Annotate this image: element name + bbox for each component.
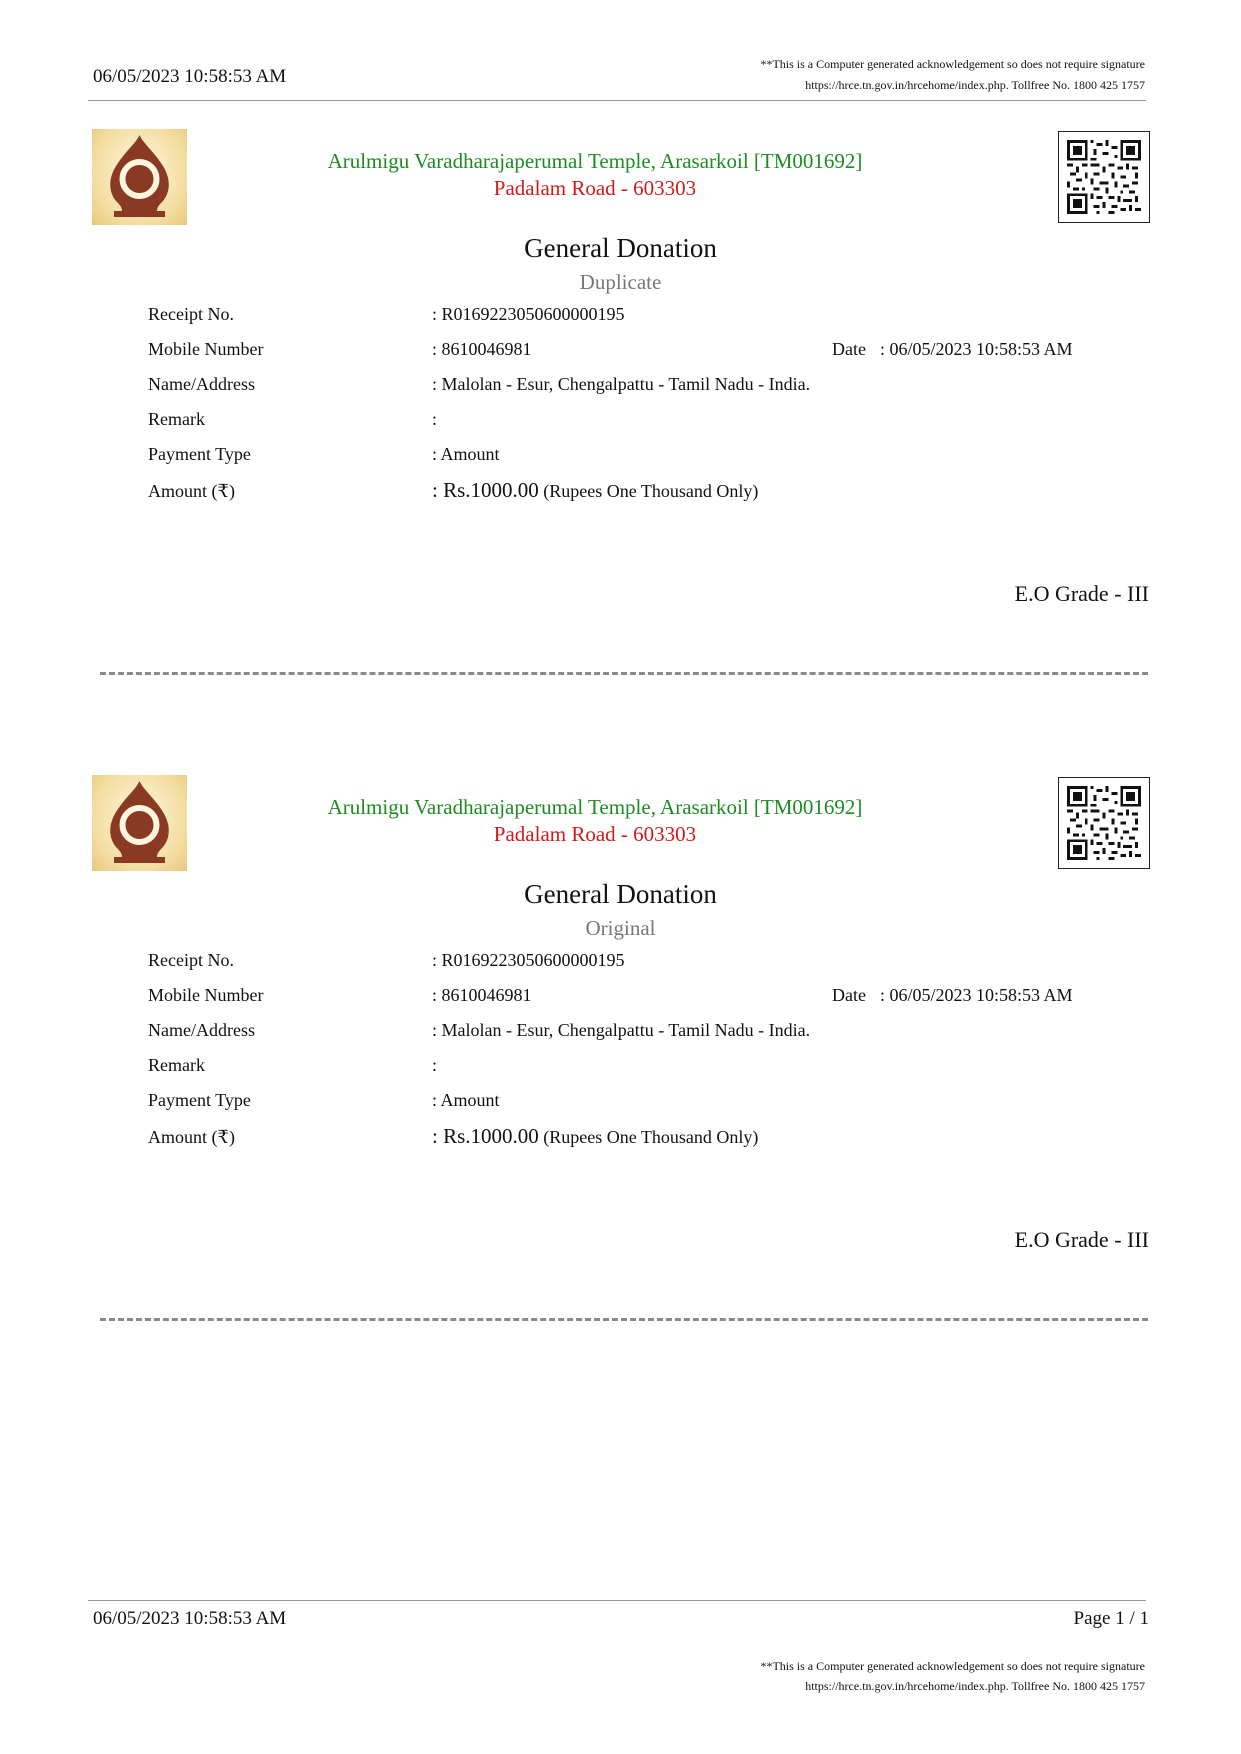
remark-value: : xyxy=(432,409,438,429)
receipt-no-value: : R0169223050600000195 xyxy=(432,304,625,324)
qr-code-icon xyxy=(1058,777,1150,869)
signatory-label: E.O Grade - III xyxy=(1014,581,1149,606)
temple-name: Arulmigu Varadharajaperumal Temple, Arasarkoil [TM001692] xyxy=(327,149,863,173)
header-divider xyxy=(88,100,1146,101)
amount-label: Amount (₹) xyxy=(148,1127,235,1147)
receipt-title: General Donation xyxy=(524,233,717,263)
receipt-no-label: Receipt No. xyxy=(148,950,234,970)
receipt-duplicate xyxy=(0,129,1241,689)
amount-label: Amount (₹) xyxy=(148,481,235,501)
copy-type-label: Duplicate xyxy=(579,270,662,294)
footer-datetime: 06/05/2023 10:58:53 AM xyxy=(93,1608,287,1629)
cut-line xyxy=(100,1318,1148,1321)
amount-value: : Rs.1000.00 xyxy=(432,1124,539,1148)
amount-line xyxy=(432,478,758,503)
receipt-title: General Donation xyxy=(524,879,717,909)
name-address-value: : Malolan - Esur, Chengalpattu - Tamil Nadu - India. xyxy=(432,374,811,394)
date-label: Date xyxy=(832,985,866,1005)
remark-value: : xyxy=(432,1055,438,1075)
temple-address: Padalam Road - 603303 xyxy=(493,822,697,846)
mobile-label: Mobile Number xyxy=(148,985,264,1005)
mobile-value: : 8610046981 xyxy=(432,339,532,359)
header-datetime: 06/05/2023 10:58:53 AM xyxy=(93,66,287,87)
temple-address: Padalam Road - 603303 xyxy=(493,176,697,200)
payment-type-label: Payment Type xyxy=(148,1090,251,1110)
payment-type-label: Payment Type xyxy=(148,444,251,464)
cut-line xyxy=(100,672,1148,675)
remark-label: Remark xyxy=(148,409,205,429)
date-value: : 06/05/2023 10:58:53 AM xyxy=(880,339,1073,359)
amount-in-words: (Rupees One Thousand Only) xyxy=(543,1127,759,1147)
name-address-label: Name/Address xyxy=(148,1020,255,1040)
temple-name: Arulmigu Varadharajaperumal Temple, Arasarkoil [TM001692] xyxy=(327,795,863,819)
remark-label: Remark xyxy=(148,1055,205,1075)
name-address-value: : Malolan - Esur, Chengalpattu - Tamil Nadu - India. xyxy=(432,1020,811,1040)
footer-contact-note: https://hrce.tn.gov.in/hrcehome/index.php. Tollfree No. 1800 425 1757 xyxy=(805,1679,1145,1693)
footer-divider xyxy=(88,1600,1146,1601)
payment-type-value: : Amount xyxy=(432,1090,500,1110)
header-contact-note: https://hrce.tn.gov.in/hrcehome/index.php. Tollfree No. 1800 425 1757 xyxy=(805,78,1145,92)
amount-value: : Rs.1000.00 xyxy=(432,478,539,502)
receipt-no-label: Receipt No. xyxy=(148,304,234,324)
header-signature-note: **This is a Computer generated acknowledgement so does not require signature xyxy=(760,57,1145,71)
amount-in-words: (Rupees One Thousand Only) xyxy=(543,481,759,501)
footer-signature-note: **This is a Computer generated acknowledgement so does not require signature xyxy=(760,1659,1145,1673)
date-label: Date xyxy=(832,339,866,359)
qr-code-icon xyxy=(1058,131,1150,223)
page-number: Page 1 / 1 xyxy=(1073,1608,1149,1629)
mobile-label: Mobile Number xyxy=(148,339,264,359)
name-address-label: Name/Address xyxy=(148,374,255,394)
copy-type-label: Original xyxy=(585,916,656,940)
payment-type-value: : Amount xyxy=(432,444,500,464)
signatory-label: E.O Grade - III xyxy=(1014,1227,1149,1252)
receipt-no-value: : R0169223050600000195 xyxy=(432,950,625,970)
date-value: : 06/05/2023 10:58:53 AM xyxy=(880,985,1073,1005)
amount-line xyxy=(432,1124,758,1149)
receipt-original xyxy=(0,775,1241,1335)
mobile-value: : 8610046981 xyxy=(432,985,532,1005)
